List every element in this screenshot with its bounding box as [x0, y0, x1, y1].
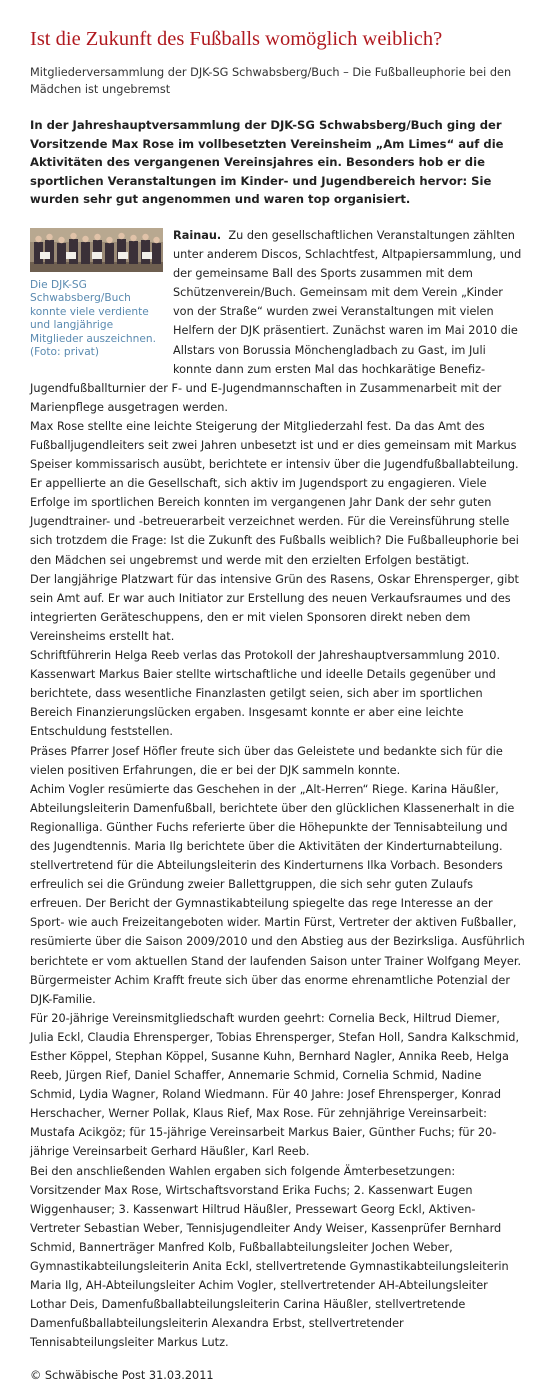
article-paragraph: Schriftführerin Helga Reeb verlas das Protokoll der Jahreshauptversammlung 2010. Kassenwart Markus Baier stellte wirtschaftliche und ideelle Details gegenüber und berichtete, dass wesentliche Finanzlasten getilgt seien, sich aber im sportlichen Bereich Finanzierungslücken ergaben. Insgesamt konnte er aber eine leichte Entschuldung feststellen.	[30, 649, 501, 739]
article-place: Rainau.	[173, 228, 222, 242]
group-photo[interactable]	[30, 228, 163, 272]
copyright-notice: © Schwäbische Post 31.03.2011	[30, 1368, 214, 1382]
article-paragraph: Max Rose stellte eine leichte Steigerung der Mitgliederzahl fest. Da das Amt des Fußballjugendleiters seit zwei Jahren unbesetzt ist und er dies gemeinsam mit Markus Speiser kommissarisch ausübt, berichtete er intensiv über die Jugendfußballabteilung. Er appellierte an die Gesellschaft, sich aktiv im Jugendsport zu engagieren. Viele Erfolge im sportlichen Bereich konnten im vergangenen Jahr Dank der sehr guten Jugendtrainer- und -betreuerarbeit verzeichnet werden. Für die Vereinsführung stelle sich trotzdem die Frage: Ist die Zukunft des Fußballs weiblich? Die Fußballeuphorie bei den Mädchen sei ungebremst und werde mit den erzielten Erfolgen bestätigt.	[30, 419, 519, 567]
article-paragraph: Der langjährige Platzwart für das intensive Grün des Rasens, Oskar Ehrensperger, gibt sein Amt auf. Er war auch Initiator zur Erstellung des neuen Verkaufsraumes und des integrierten Geräteschuppens, den er mit vielen Sponsoren direkt neben dem Vereinsheims erstellt hat.	[30, 572, 519, 643]
article-headline: Ist die Zukunft des Fußballs womöglich weiblich?	[30, 28, 443, 50]
article-body	[30, 226, 527, 1353]
article-paragraph: Bürgermeister Achim Krafft freute sich über das enorme ehrenamtliche Potenzial der DJK-Familie.	[30, 973, 510, 1006]
article-paragraph: Präses Pfarrer Josef Höfler freute sich über das Geleistete und bedankte sich für die vielen positiven Erfahrungen, die er bei der DJK sammeln konnte.	[30, 744, 503, 777]
photo-caption: Die DJK-SG Schwabsberg/Buch konnte viele verdiente und langjährige Mitglieder auszeichnen. (Foto: privat)	[30, 278, 156, 358]
article-paragraph: Für 20-jährige Vereinsmitgliedschaft wurden geehrt: Cornelia Beck, Hiltrud Diemer, Julia Eckl, Claudia Ehrensperger, Tobias Ehrensperger, Stefan Holl, Sandra Kalkschmid, Esther Köppel, Stephan Köppel, Susanne Kuhn, Bernhard Nagler, Annika Reeb, Helga Reeb, Jürgen Rief, Daniel Schaffer, Annemarie Schmid, Cornelia Schmid, Nadine Schmid, Lydia Wagner, Roland Wiedmann. Für 40 Jahre: Josef Ehrensperger, Konrad Herschacher, Werner Pollak, Klaus Rief, Max Rose. Für zehnjährige Vereinsarbeit: Mustafa Acikgöz; für 15-jährige Vereinsarbeit Markus Baier, Günther Fuchs; für 20-jährige Vereinsarbeit Gerhard Häußler, Karl Reeb.	[30, 1011, 520, 1159]
group-photo-illustration	[30, 228, 163, 272]
article-paragraph-text: Zu den gesellschaftlichen Veranstaltungen zählten unter anderem Discos, Schlachtfest, Altpapiersammlung, und der gemeinsame Ball des Sports zusammen mit dem Schützenverein/Buch. Gemeinsam mit dem Verein „Kinder von der Straße“ wurden zwei Veranstaltungen mit vielen Helfern der DJK präsentiert. Zunächst waren im Mai 2010 die Allstars von Borussia Mönchengladbach zu Gast, im Juli konnte dann zum ersten Mal das hochkarätige Benefiz-Jugendfußballturnier der F- und E-Jugendmannschaften in Zusammenarbeit mit der Marienpflege ausgetragen werden.	[30, 228, 522, 414]
article-paragraph: Bei den anschließenden Wahlen ergaben sich folgende Ämterbesetzungen: Vorsitzender Max Rose, Wirtschaftsvorstand Erika Fuchs; 2. Kassenwart Eugen Wiggenhauser; 3. Kassenwart Hiltrud Häußler, Pressewart Georg Eckl, Aktiven- Vertreter Sebastian Weber, Tennisjugendleiter Andy Weiser, Kassenprüfer Bernhard Schmid, Bannerträger Manfred Kolb, Fußballabteilungsleiter Jochen Weber, Gymnastikabteilungsleiterin Anita Eckl, stellvertretende Gymnastikabteilungsleiterin Maria Ilg, AH-Abteilungsleiter Achim Vogler, stellvertretender AH-Abteilungsleiter Lothar Deis, Damenfußballabteilungsleiterin Carina Häußler, stellvertretende Damenfußballabteilungsleiterin Alexandra Erbst, stellvertretender Tennisabteilungsleiter Markus Lutz.	[30, 1164, 509, 1350]
article-figure	[30, 228, 163, 359]
article-paragraph: Achim Vogler resümierte das Geschehen in der „Alt-Herren“ Riege. Karina Häußler, Abteilungsleiterin Damenfußball, berichtete über den glücklichen Klassenerhalt in die Regionalliga. Günther Fuchs referierte über die Höhepunkte der Tennisabteilung und des Jugendtennis. Maria Ilg berichtete über die Aktivitäten der Kinderturnabteilung. stellvertretend für die Abteilungsleiterin des Kinderturnens Ilka Vorbach. Besonders erfreulich sei die Gründung zweier Ballettgruppen, die sich sehr guten Zulaufs erfreuen. Der Bericht der Gymnastikabteilung spiegelte das rege Interesse an der Sport- wie auch Freizeitangeboten wider. Martin Fürst, Vertreter der aktiven Fußballer, resümierte über die Saison 2009/2010 und den Abstieg aus der Bezirksliga. Ausführlich berichtete er vom aktuellen Stand der laufenden Saison unter Trainer Wolfgang Meyer.	[30, 782, 525, 968]
article-lead: In der Jahreshauptversammlung der DJK-SG Schwabsberg/Buch ging der Vorsitzende Max Rose im vollbesetzten Vereinsheim „Am Limes“ auf die Aktivitäten des vergangenen Vereinsjahres ein. Besonders hob er die sportlichen Veranstaltungen im Kinder- und Jugendbereich hervor: Sie wurden sehr gut angenommen und waren top organisiert.	[30, 118, 504, 207]
article-subtitle: Mitgliederversammlung der DJK-SG Schwabsberg/Buch – Die Fußballeuphorie bei den Mädchen ist ungebremst	[30, 66, 512, 96]
